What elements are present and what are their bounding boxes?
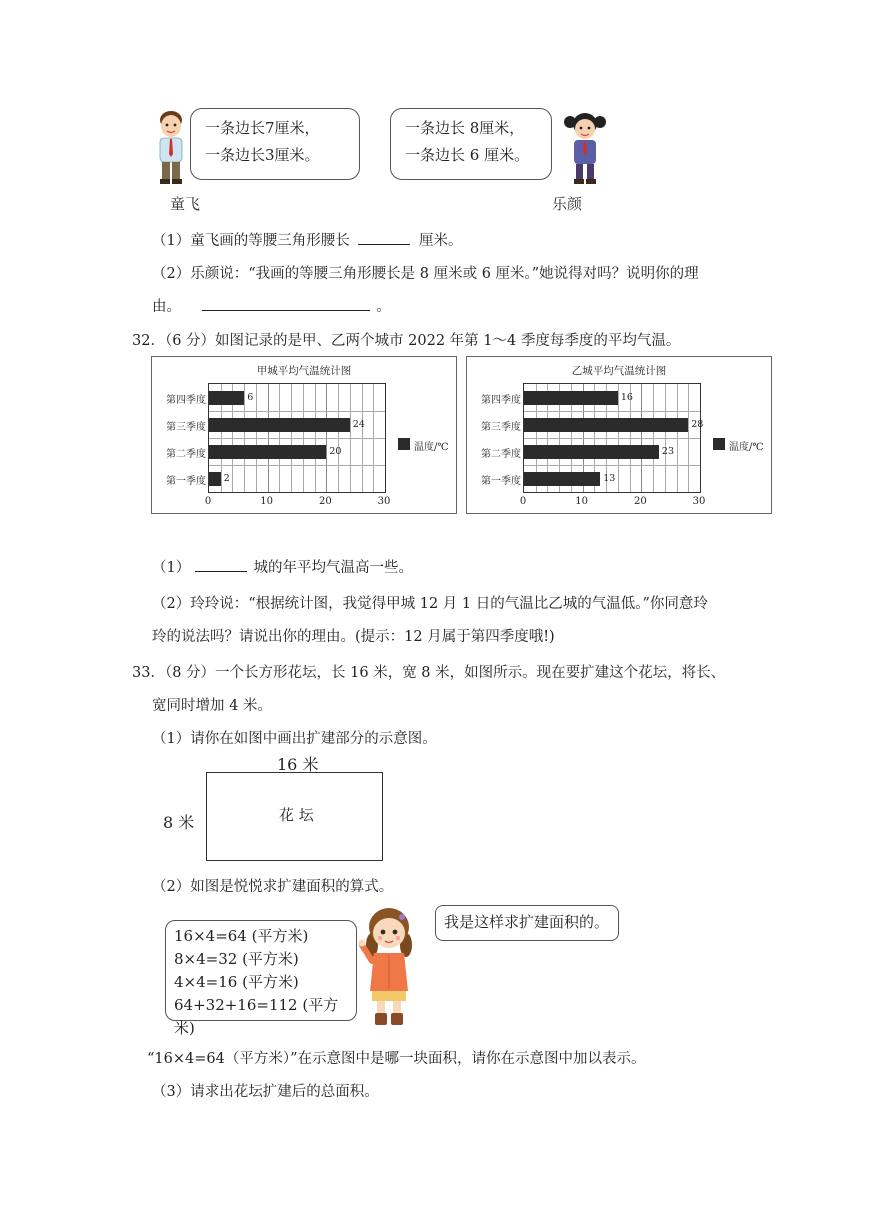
chart-city-b: [466, 356, 772, 514]
tongfei-name-label: 童飞: [170, 195, 201, 213]
x-tick-label: 10: [260, 496, 274, 507]
leyan-name-label: 乐颜: [552, 195, 583, 213]
q32-part2-line2: 玲的说法吗？请说出你的理由。(提示：12 月属于第四季度哦!): [152, 629, 555, 645]
q31-part1-answer-blank[interactable]: [358, 230, 410, 245]
leyan-bubble-line2: 一条边长 6 厘米。: [405, 146, 530, 164]
x-tick-label: 20: [318, 496, 332, 507]
x-tick-label: 30: [692, 496, 706, 507]
category-label: 第一季度: [166, 475, 206, 487]
category-label: 第四季度: [481, 394, 521, 406]
bar: [209, 391, 244, 405]
bed-length-label: 16 米: [277, 755, 319, 774]
category-label: 第三季度: [166, 421, 206, 433]
q33-part1: （1）请你在如图中画出扩建部分的示意图。: [152, 731, 437, 747]
q31-part2-line1: （2）乐颜说：“我画的等腰三角形腰长是 8 厘米或 6 厘米。”她说得对吗？说明你的理: [152, 266, 699, 282]
calculation-card: [165, 920, 357, 1037]
yueyue-speech-bubble: [435, 905, 619, 941]
tongfei-bubble-line2: 一条边长3厘米。: [205, 146, 320, 164]
grid-line: [209, 465, 385, 466]
chart-city-a: [151, 356, 457, 514]
category-label: 第二季度: [481, 448, 521, 460]
flower-bed-rectangle[interactable]: [206, 772, 383, 861]
legend-label: 温度/℃: [729, 442, 764, 453]
chart-title: 乙城平均气温统计图: [571, 365, 667, 377]
x-tick-label: 20: [633, 496, 647, 507]
legend-label: 温度/℃: [414, 442, 449, 453]
bar-value-label: 2: [223, 472, 230, 484]
bar-value-label: 23: [661, 445, 675, 457]
x-tick-label: 30: [377, 496, 391, 507]
legend-swatch: [713, 438, 725, 450]
x-tick-label: 0: [519, 496, 527, 507]
boy-figure: [150, 110, 192, 188]
q31-part1-prefix: （1）童飞画的等腰三角形腰长: [152, 233, 350, 249]
q31-part2-line2: [152, 295, 391, 316]
bar-value-label: 20: [329, 445, 342, 457]
category-label: 第二季度: [166, 448, 206, 460]
tongfei-speech-bubble: [190, 108, 360, 180]
bar: [209, 445, 326, 459]
bar: [524, 418, 688, 432]
q33-stem-line1: 33．（8 分）一个长方形花坛，长 16 米，宽 8 米，如图所示。现在要扩建这个花坛，将长、: [132, 665, 726, 681]
bar-value-label: 28: [691, 418, 704, 430]
plot-area: [523, 383, 704, 493]
bar: [524, 391, 618, 405]
calc-line: 16×4=64 (平方米): [174, 927, 309, 945]
category-label: 第一季度: [481, 475, 521, 487]
bed-width-label: 8 米: [163, 813, 195, 832]
tongfei-bubble-line1: 一条边长7厘米，: [205, 119, 320, 137]
category-label: 第三季度: [481, 421, 521, 433]
bar-value-label: 13: [603, 472, 616, 484]
yueyue-bubble-text: 我是这样求扩建面积的。: [444, 913, 610, 931]
q33-stem-line2: 宽同时增加 4 米。: [152, 698, 272, 714]
q32-part1: [152, 556, 413, 577]
grid-line: [524, 465, 700, 466]
x-tick-label: 10: [575, 496, 589, 507]
legend-swatch: [398, 438, 410, 450]
grid-line: [524, 438, 700, 439]
q31-part1: [152, 229, 462, 250]
q32-part1-suffix: 城的年平均气温高一些。: [253, 560, 413, 576]
bar-value-label: 16: [620, 391, 633, 403]
q33-part2-question: “16×4=64（平方米）”在示意图中是哪一块面积，请你在示意图中加以表示。: [147, 1051, 646, 1067]
q31-part2-suffix: 。: [376, 299, 391, 315]
q31-part2-answer-blank[interactable]: [202, 296, 370, 311]
leyan-bubble-line1: 一条边长 8厘米，: [405, 119, 525, 137]
q32-part1-answer-blank[interactable]: [195, 557, 247, 572]
calc-line: 4×4=16 (平方米): [174, 973, 299, 991]
girl-figure-leyan: [562, 110, 608, 188]
q32-stem: 32．（6 分）如图记录的是甲、乙两个城市 2022 年第 1～4 季度每季度的平均气温。: [132, 333, 681, 349]
bar: [524, 445, 659, 459]
bar-value-label: 24: [352, 418, 365, 430]
girl-figure-yueyue: [358, 905, 420, 1027]
bar: [524, 472, 600, 486]
flower-bed-label: 花 坛: [279, 806, 314, 824]
bar: [209, 418, 350, 432]
calc-line: 8×4=32 (平方米): [174, 950, 299, 968]
grid-line: [209, 438, 385, 439]
q31-part2-prefix: 由。: [152, 299, 181, 315]
x-tick-label: 0: [204, 496, 212, 507]
q32-part1-prefix: （1）: [152, 560, 191, 576]
bar: [209, 472, 221, 486]
category-label: 第四季度: [166, 394, 206, 406]
q31-part1-suffix: 厘米。: [418, 233, 463, 249]
bar-value-label: 6: [247, 391, 254, 403]
q33-part2: （2）如图是悦悦求扩建面积的算式。: [152, 879, 394, 895]
q33-part3: （3）请求出花坛扩建后的总面积。: [152, 1084, 379, 1100]
leyan-speech-bubble: [390, 108, 552, 180]
calc-line: 64+32+16=112 (平方米): [174, 996, 339, 1037]
chart-title: 甲城平均气温统计图: [256, 365, 352, 377]
plot-area: [208, 383, 386, 493]
q32-part2-line1: （2）玲玲说：“根据统计图，我觉得甲城 12 月 1 日的气温比乙城的气温低。”你同意玲: [152, 596, 708, 612]
grid-line: [524, 411, 700, 412]
grid-line: [209, 411, 385, 412]
